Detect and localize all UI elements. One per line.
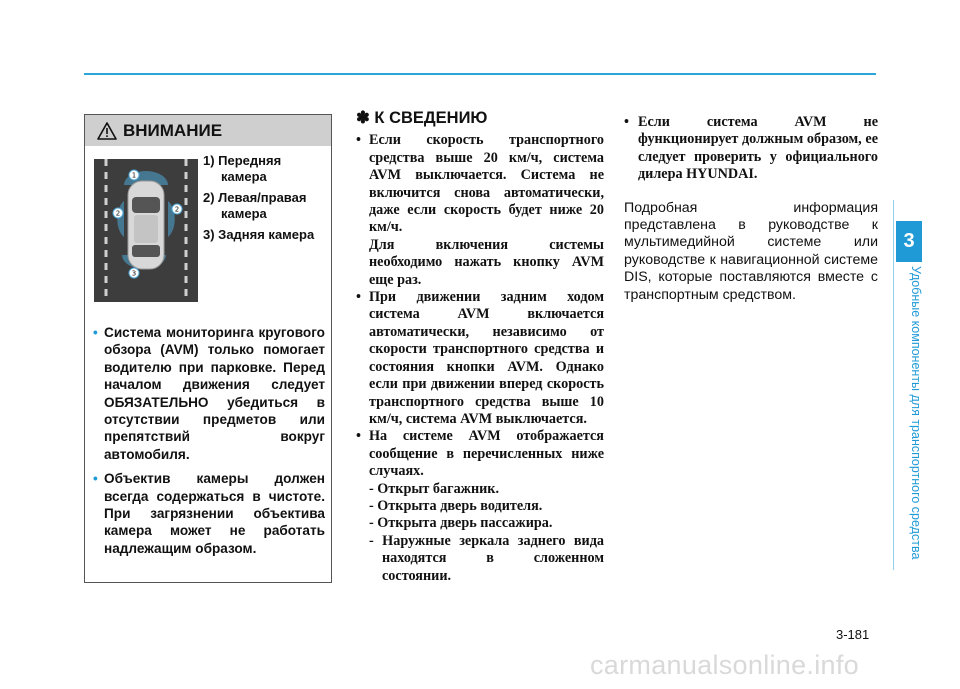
warning-bullet: • Объектив камеры должен всегда содержаться в чистоте. При загрязнении объектива камера может не работать надлежащим образом. bbox=[93, 470, 325, 557]
info-bullet: • Если скорость транспортного средства выше 20 км/ч, система AVM выключается. Система не включится снова автоматически, даже если скорость будет ниже 20 км/ч. bbox=[356, 132, 604, 236]
info-heading: ✽ К СВЕДЕНИЮ bbox=[356, 109, 488, 127]
svg-text:1: 1 bbox=[131, 171, 137, 180]
info-bullet: • При движении задним ходом система AVM включается автоматически, независимо от скорости транспортного средства и состояния кнопки AVM. Однако если при движении вперед скорость транспортного средства выше 10 км/ч, система AVM выключается. bbox=[356, 289, 604, 428]
warning-title: ВНИМАНИЕ bbox=[123, 120, 223, 140]
header-rule bbox=[84, 73, 876, 75]
info-bullet: • На системе AVM отображается сообщение в перечисленных ниже случаях. bbox=[356, 428, 604, 480]
warning-header bbox=[85, 115, 331, 146]
page-number: 3-181 bbox=[836, 627, 870, 642]
avm-camera-diagram bbox=[94, 159, 198, 302]
svg-text:2: 2 bbox=[115, 209, 121, 218]
info-dash-item: - Открыта дверь водителя. bbox=[369, 497, 543, 514]
legend-rear-camera: 3) Задняя камера bbox=[203, 227, 315, 242]
legend-side-camera: 2) Левая/правая камера bbox=[203, 190, 307, 221]
warning-bullet: • Система мониторинга кругового обзора (AVM) только помогает водителю при парковке. Перед началом движения следует ОБЯЗАТЕЛЬНО убедиться в отсутствии предметов или препятствий вокруг автомобиля. bbox=[93, 324, 325, 463]
sidebar-rule bbox=[893, 200, 894, 570]
info-dash-item: - Открыта дверь пассажира. bbox=[369, 515, 553, 532]
watermark: carmanualsonline.info bbox=[590, 650, 859, 680]
chapter-title: Удобные компоненты для транспортного средства bbox=[909, 266, 923, 560]
car-top-view-icon bbox=[94, 159, 198, 302]
info-bullet-continuation: Для включения системы необходимо нажать кнопку AVM еще раз. bbox=[369, 236, 604, 288]
right-column bbox=[624, 114, 878, 304]
info-section bbox=[356, 110, 604, 585]
info-bullet: • Если система AVM не функционирует должным образом, ее следует проверить у официального дилера HYUNDAI. bbox=[624, 114, 878, 184]
svg-text:3: 3 bbox=[131, 269, 137, 278]
chapter-number-tab: 3 bbox=[896, 221, 922, 262]
info-dash-item: - Открыт багажник. bbox=[369, 480, 500, 497]
svg-text:2: 2 bbox=[174, 205, 180, 214]
warning-triangle-icon bbox=[97, 122, 117, 140]
warning-list bbox=[93, 324, 325, 564]
legend-front-camera: 1) Передняя камера bbox=[203, 153, 282, 184]
info-paragraph: Подробная информация представлена в руководстве к мультимедийной системе или руководстве к навигационной системе DIS, которые поставляются вместе с транспортным средством. bbox=[624, 199, 878, 303]
info-dash-item: - Наружные зеркала заднего вида находятся в сложенном состоянии. bbox=[369, 532, 604, 584]
camera-legend bbox=[203, 153, 329, 248]
warning-box bbox=[84, 114, 332, 583]
